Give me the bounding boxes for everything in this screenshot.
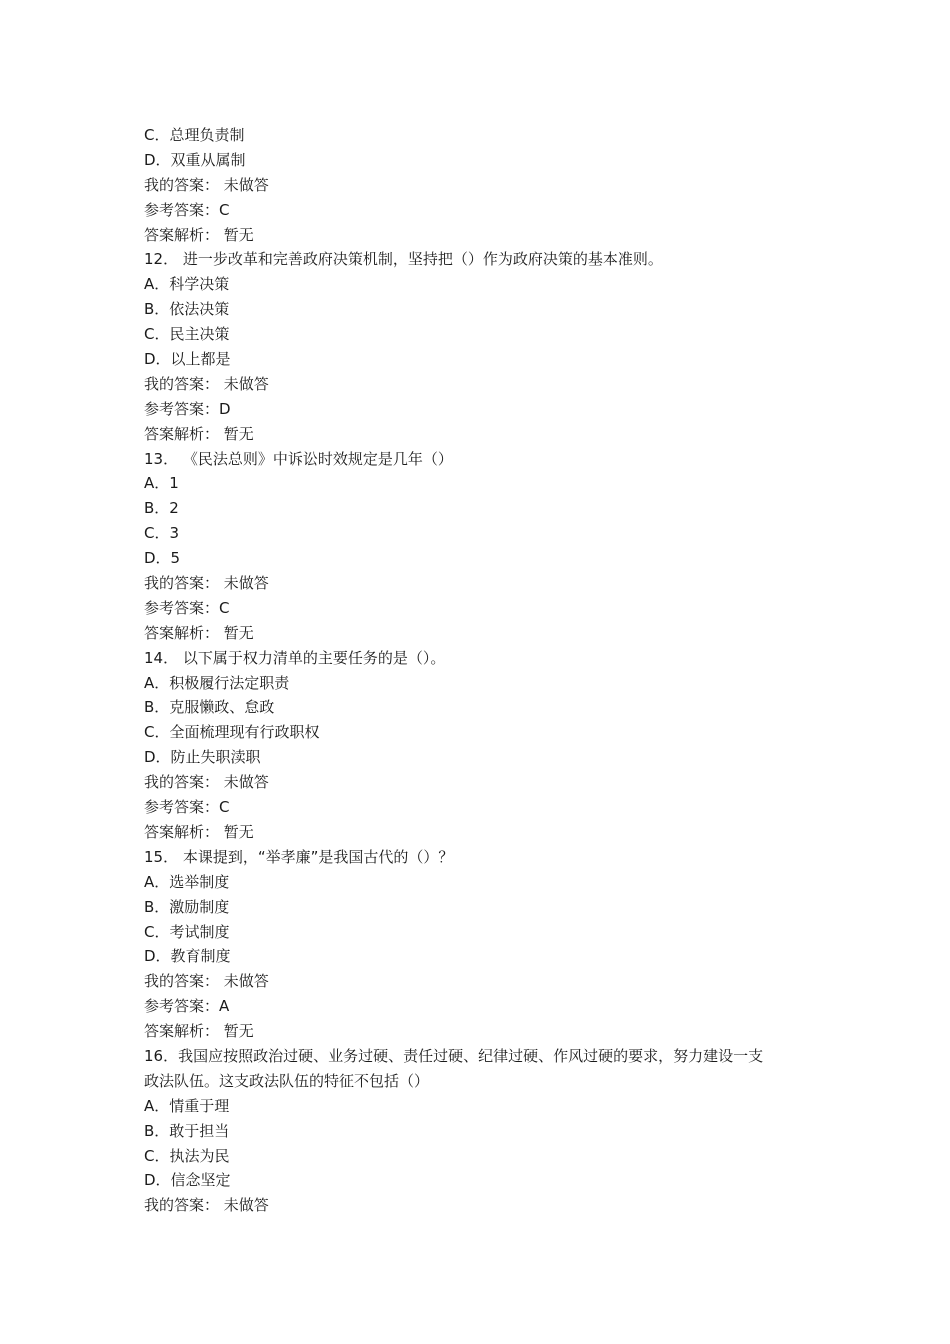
q12-ref-answer: 参考答案：D bbox=[144, 399, 231, 418]
q14-option-b: B．克服懒政、怠政 bbox=[144, 698, 275, 717]
q12-stem: 12． 进一步改革和完善政府决策机制，坚持把（）作为政府决策的基本准则。 bbox=[144, 250, 663, 269]
q13-option-d: D．5 bbox=[144, 549, 181, 568]
q11-option-c: C．总理负责制 bbox=[144, 126, 245, 144]
q13-my-answer: 我的答案： 未做答 bbox=[144, 574, 269, 593]
q15-my-answer: 我的答案： 未做答 bbox=[144, 972, 269, 991]
q14-option-d: D．防止失职渎职 bbox=[144, 748, 261, 767]
q13-stem: 13． 《民法总则》中诉讼时效规定是几年（） bbox=[144, 449, 453, 468]
q15-stem: 15． 本课提到，“举孝廉”是我国古代的（）？ bbox=[144, 847, 454, 866]
q16-option-b: B．敢于担当 bbox=[144, 1121, 230, 1140]
q14-analysis: 答案解析： 暂无 bbox=[144, 822, 254, 841]
q15-ref-answer: 参考答案：A bbox=[144, 997, 230, 1016]
q14-option-a: A．积极履行法定职责 bbox=[144, 673, 290, 692]
q14-option-c: C．全面梳理现有行政职权 bbox=[144, 723, 320, 742]
q15-option-b: B．激励制度 bbox=[144, 897, 230, 916]
q12-analysis: 答案解析： 暂无 bbox=[144, 424, 254, 443]
q15-analysis: 答案解析： 暂无 bbox=[144, 1022, 254, 1041]
q11-analysis: 答案解析： 暂无 bbox=[144, 225, 254, 244]
q11-my-answer: 我的答案： 未做答 bbox=[144, 175, 269, 194]
q16-my-answer: 我的答案： 未做答 bbox=[144, 1196, 269, 1215]
q13-option-c: C．3 bbox=[144, 524, 180, 543]
q13-ref-answer: 参考答案：C bbox=[144, 598, 230, 617]
q16-stem-line1: 16．我国应按照政治过硬、业务过硬、责任过硬、纪律过硬、作风过硬的要求，努力建设一支 bbox=[144, 1046, 764, 1065]
q15-option-d: D．教育制度 bbox=[144, 947, 231, 966]
q14-my-answer: 我的答案： 未做答 bbox=[144, 773, 269, 792]
q11-option-d: D．双重从属制 bbox=[144, 150, 246, 169]
q13-analysis: 答案解析： 暂无 bbox=[144, 623, 254, 642]
q12-option-b: B．依法决策 bbox=[144, 300, 230, 319]
q15-option-c: C．考试制度 bbox=[144, 922, 230, 941]
document-page bbox=[144, 123, 824, 1218]
q12-option-a: A．科学决策 bbox=[144, 275, 230, 294]
q12-option-d: D．以上都是 bbox=[144, 350, 231, 369]
q16-stem-line2: 政法队伍。这支政法队伍的特征不包括（） bbox=[144, 1071, 430, 1090]
q14-ref-answer: 参考答案：C bbox=[144, 798, 230, 817]
q12-my-answer: 我的答案： 未做答 bbox=[144, 374, 269, 393]
q13-option-b: B．2 bbox=[144, 499, 179, 518]
q11-ref-answer: 参考答案：C bbox=[144, 200, 230, 219]
q16-option-c: C．执法为民 bbox=[144, 1146, 230, 1165]
q16-option-d: D．信念坚定 bbox=[144, 1171, 231, 1190]
q16-option-a: A．情重于理 bbox=[144, 1096, 230, 1115]
q13-option-a: A．1 bbox=[144, 474, 179, 493]
q14-stem: 14． 以下属于权力清单的主要任务的是（）。 bbox=[144, 648, 446, 667]
q12-option-c: C．民主决策 bbox=[144, 325, 230, 344]
q15-option-a: A．选举制度 bbox=[144, 872, 230, 891]
